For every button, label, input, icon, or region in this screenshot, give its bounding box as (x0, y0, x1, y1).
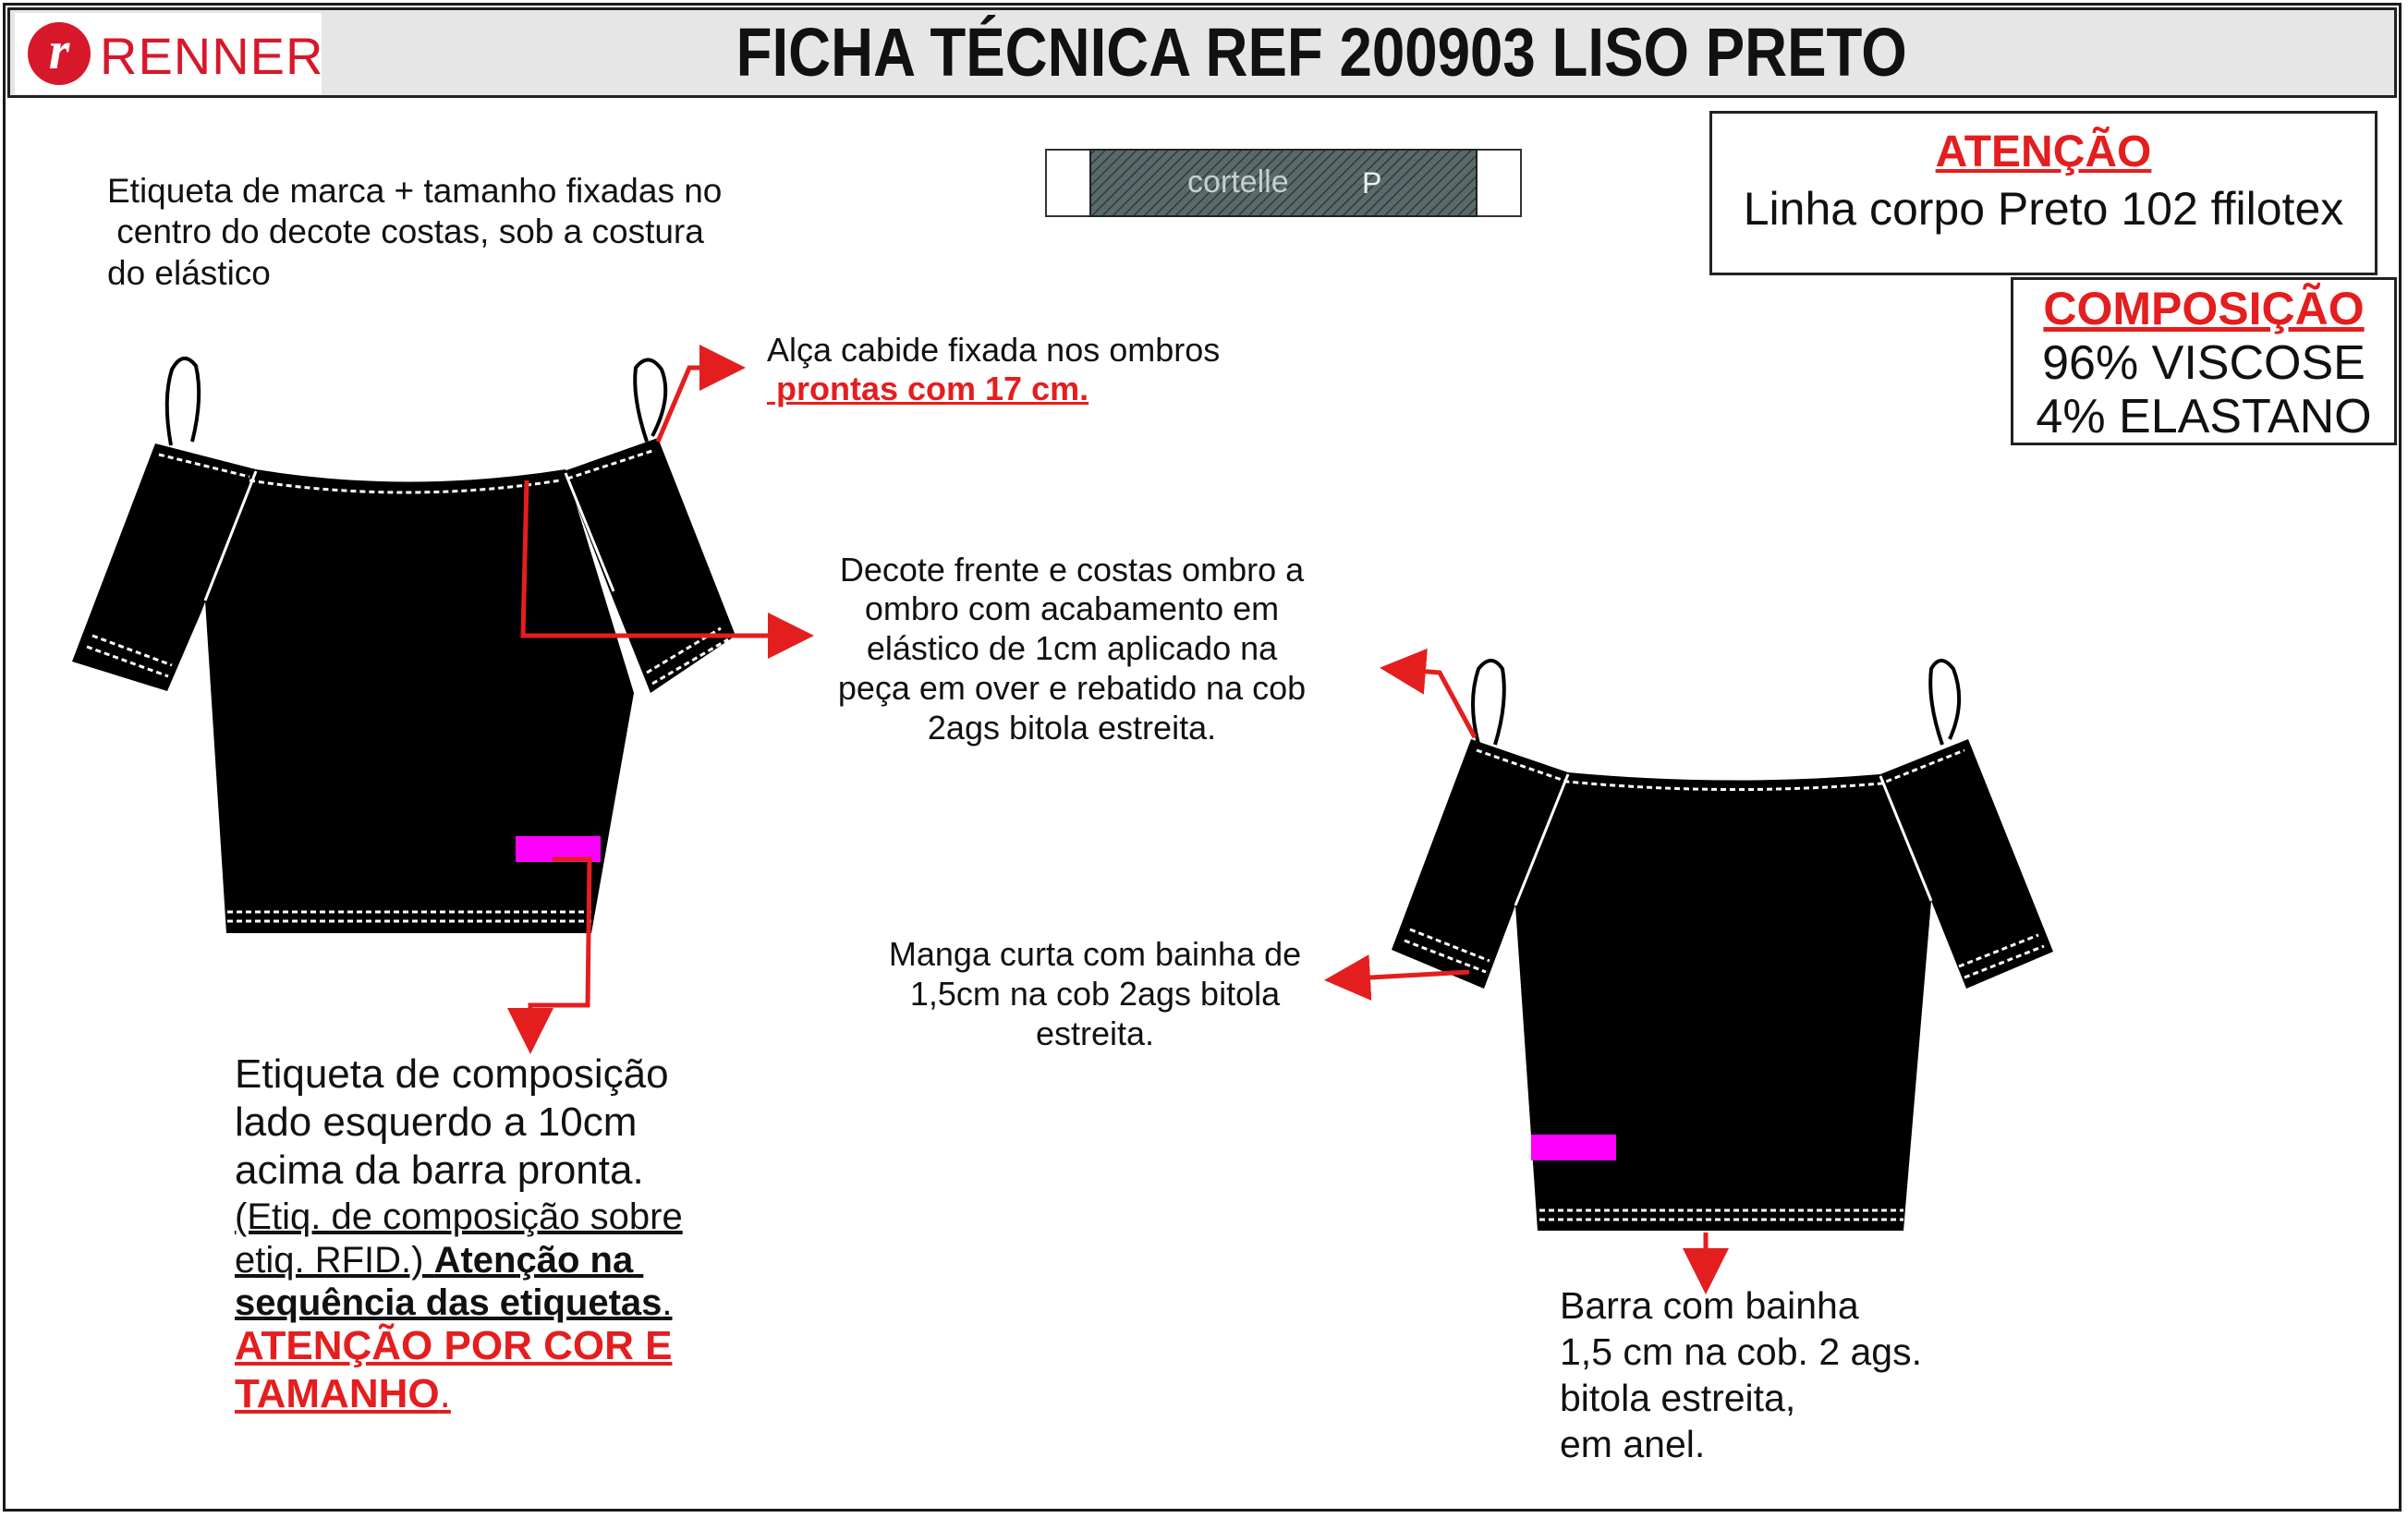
comp-note-attention: Atenção na (433, 1240, 644, 1281)
comp-note-line-8 (235, 1371, 451, 1417)
neckline-note-line-4: peça em over e rebatido na cob (837, 669, 1307, 707)
strap-loop-right-back (1930, 661, 1959, 745)
comp-note-line-1: Etiqueta de composição (235, 1051, 669, 1097)
neckline-note-line-3: elástico de 1cm aplicado na (866, 629, 1278, 667)
body-back (1515, 772, 1931, 1231)
hem-note-line-4: em anel. (1560, 1423, 1706, 1465)
composition-heading: COMPOSIÇÃO (2043, 283, 2365, 334)
neckline-note-line-2: ombro com acabamento em (864, 589, 1280, 627)
logo-mark: r (28, 22, 91, 85)
comp-note-tamanho: TAMANHO (235, 1371, 440, 1416)
garment-back (1392, 661, 2053, 1231)
strap-note-line-2: prontas com 17 cm. (767, 370, 1089, 407)
comp-note-line-2: lado esquerdo a 10cm (235, 1099, 638, 1145)
comp-note-end: . (439, 1371, 451, 1416)
comp-note-line-4: (Etiq. de composição sobre (235, 1196, 683, 1237)
composition-line-2: 4% ELASTANO (2036, 390, 2372, 443)
strap-loop-left (167, 358, 199, 445)
strap-arrow (658, 368, 732, 442)
neckline-note-line-5: 2ags bitola estreita. (927, 709, 1217, 747)
strap-arrow-back (1393, 669, 1475, 737)
sleeve-note-line-3: estreita. (1035, 1014, 1155, 1052)
brand-label-note-line-3: do elástico (107, 254, 271, 292)
comp-note-line-6 (235, 1282, 673, 1324)
hem-note-line-1: Barra com bainha (1560, 1284, 1859, 1327)
label-strip-brand: cortelle (1187, 164, 1289, 200)
brand-label-note-line-2: centro do decote costas, sob a costura (107, 213, 704, 250)
strap-note-line-1: Alça cabide fixada nos ombros (767, 331, 1221, 369)
page-title: FICHA TÉCNICA REF 200903 LISO PRETO (736, 14, 1907, 91)
comp-note-line-5 (235, 1240, 643, 1281)
comp-note-line-3: acima da barra pronta. (235, 1148, 644, 1193)
attention-text: Linha corpo Preto 102 ffilotex (1743, 183, 2344, 235)
label-strip-size: P (1362, 166, 1382, 200)
comp-note-period: . (662, 1282, 673, 1323)
composition-label-mark-back (1531, 1135, 1616, 1160)
sleeve-note-line-1: Manga curta com bainha de (888, 935, 1302, 973)
sleeve-note-line-2: 1,5cm na cob 2ags bitola (909, 975, 1281, 1013)
comp-note-line-7: ATENÇÃO POR COR E (235, 1323, 673, 1368)
comp-note-sequence: sequência das etiquetas (235, 1282, 663, 1323)
hem-note-line-2: 1,5 cm na cob. 2 ags. (1560, 1330, 1923, 1373)
hem-note-line-3: bitola estreita, (1560, 1377, 1796, 1419)
comp-note-rfid: etiq. RFID.) (235, 1240, 434, 1281)
neckline-note-line-1: Decote frente e costas ombro a (839, 551, 1305, 589)
garment-front (72, 358, 736, 933)
composition-line-1: 96% VISCOSE (2042, 336, 2365, 390)
sleeve-arrow (1338, 972, 1469, 979)
strap-loop-left-back (1473, 661, 1504, 745)
brand-label-note-line-1: Etiqueta de marca + tamanho fixadas no (107, 172, 723, 210)
body-front (205, 469, 634, 933)
attention-heading: ATENÇÃO (1935, 128, 2152, 176)
logo-text: RENNER (100, 27, 324, 85)
